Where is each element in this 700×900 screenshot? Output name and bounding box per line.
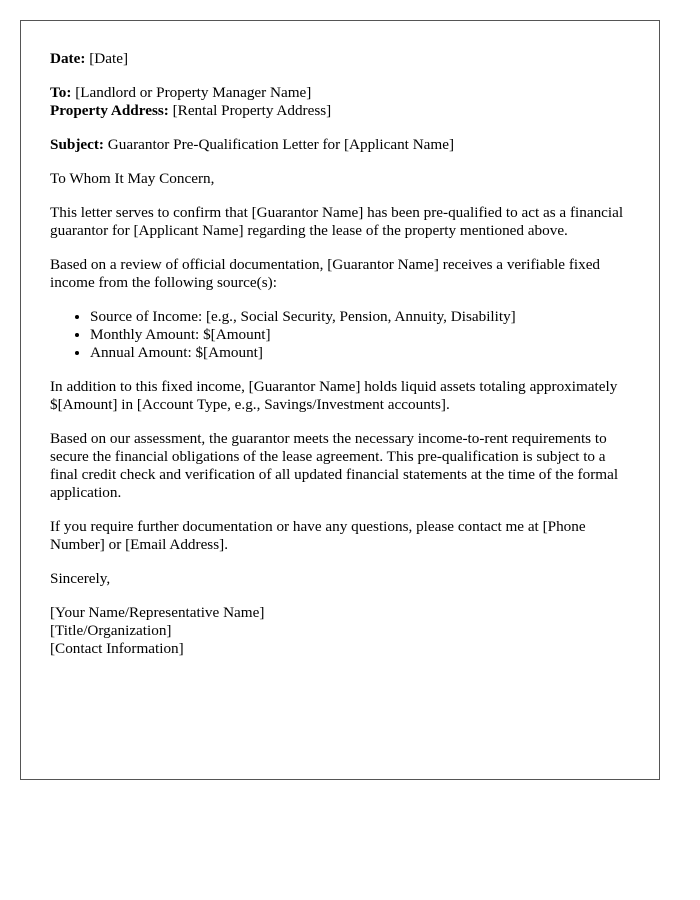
salutation: To Whom It May Concern, <box>50 170 215 187</box>
date-line <box>50 50 630 68</box>
signature-block <box>50 604 630 658</box>
property-address-value: [Rental Property Address] <box>172 102 332 119</box>
subject-line <box>50 136 630 154</box>
date-value: [Date] <box>89 50 129 67</box>
to-value: [Landlord or Property Manager Name] <box>75 84 312 101</box>
property-address-line <box>50 102 630 120</box>
signer-name: [Your Name/Representative Name] <box>50 604 265 621</box>
date-label: Date: <box>50 50 86 67</box>
signer-title: [Title/Organization] <box>50 622 172 639</box>
to-line <box>50 84 630 102</box>
letter-document <box>20 20 660 780</box>
paragraph-liquid-assets: In addition to this fixed income, [Guarantor Name] holds liquid assets totaling approximately $[Amount] in [Account Type, e.g., Savings/Investment accounts]. <box>50 378 618 413</box>
paragraph-confirmation: This letter serves to confirm that [Guarantor Name] has been pre-qualified to act as a financial guarantor for [Applicant Name] regarding the lease of the property mentioned above. <box>50 204 624 239</box>
list-item-income-source: • Source of Income: [e.g., Social Security, Pension, Annuity, Disability] <box>90 308 630 326</box>
list-item-annual-amount: • Annual Amount: $[Amount] <box>90 344 630 362</box>
property-address-label: Property Address: <box>50 102 169 119</box>
valediction: Sincerely, <box>50 570 111 587</box>
paragraph-assessment: Based on our assessment, the guarantor meets the necessary income-to-rent requirements to secure the financial obligations of the lease agreement. This pre-qualification is subject to a final credit check and verification of all updated financial statements at the time of the formal application. <box>50 430 619 501</box>
signer-contact: [Contact Information] <box>50 640 184 657</box>
paragraph-contact: If you require further documentation or have any questions, please contact me at [Phone Number] or [Email Address]. <box>50 518 586 553</box>
to-label: To: <box>50 84 72 101</box>
subject-value: Guarantor Pre-Qualification Letter for [Applicant Name] <box>107 136 455 153</box>
subject-label: Subject: <box>50 136 104 153</box>
list-item-monthly-amount: • Monthly Amount: $[Amount] <box>90 326 630 344</box>
income-list <box>50 308 630 362</box>
recipient-block <box>50 84 630 120</box>
paragraph-income-intro: Based on a review of official documentation, [Guarantor Name] receives a verifiable fixed income from the following source(s): <box>50 256 601 291</box>
